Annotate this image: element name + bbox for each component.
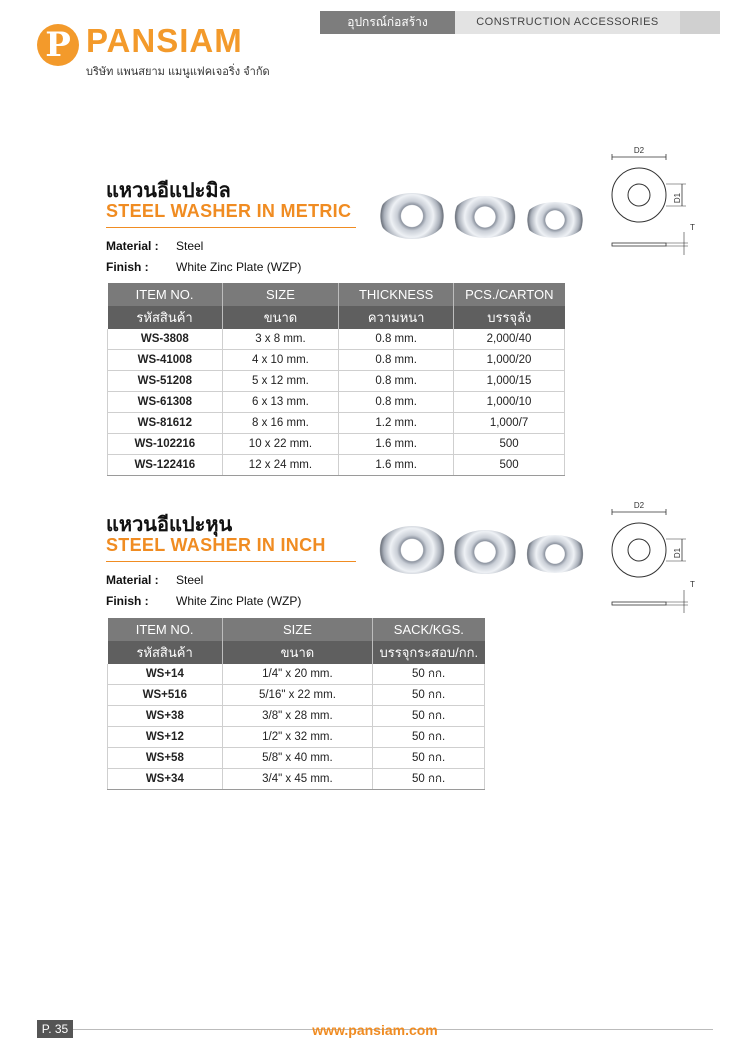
inch-finish-value: White Zinc Plate (WZP) <box>176 594 302 608</box>
pcs-carton: 500 <box>454 455 565 476</box>
metric-title-underline <box>106 227 356 228</box>
pcs-carton: 1,000/15 <box>454 371 565 392</box>
table-row <box>108 329 565 350</box>
metric-col-size: SIZE <box>222 283 339 306</box>
metric-col-thickness: THICKNESS <box>339 283 454 306</box>
table-row <box>108 413 565 434</box>
table-row <box>108 434 565 455</box>
metric-diagram-d1-label: D1 <box>673 192 682 204</box>
item-no: WS+58 <box>108 748 223 769</box>
metric-diagram-d2-label: D2 <box>633 146 645 155</box>
washer-small-image <box>524 202 586 238</box>
inch-spec-table <box>107 618 485 790</box>
sack-kgs: 50 กก. <box>373 685 485 706</box>
table-row <box>108 685 485 706</box>
table-row <box>108 727 485 748</box>
metric-material-label: Material : <box>106 239 159 253</box>
brand-name: PANSIAM <box>86 22 243 59</box>
table-row <box>108 455 565 476</box>
washer-small-image <box>524 535 586 573</box>
thickness: 1.6 mm. <box>339 434 454 455</box>
washer-large-image <box>378 193 446 239</box>
size: 1/2" x 32 mm. <box>222 727 372 748</box>
thickness: 1.2 mm. <box>339 413 454 434</box>
item-no: WS+516 <box>108 685 223 706</box>
category-thai: อุปกรณ์ก่อสร้าง <box>320 11 455 34</box>
washer-medium-image <box>452 530 518 574</box>
size: 3 x 8 mm. <box>222 329 339 350</box>
inch-diagram-d2-label: D2 <box>633 501 645 510</box>
metric-finish-value: White Zinc Plate (WZP) <box>176 260 302 274</box>
size: 8 x 16 mm. <box>222 413 339 434</box>
item-no: WS-41008 <box>108 350 223 371</box>
size: 5/16" x 22 mm. <box>222 685 372 706</box>
size: 5/8" x 40 mm. <box>222 748 372 769</box>
item-no: WS-61308 <box>108 392 223 413</box>
inch-col-size-thai: ขนาด <box>222 641 372 664</box>
table-row <box>108 350 565 371</box>
size: 5 x 12 mm. <box>222 371 339 392</box>
item-no: WS+12 <box>108 727 223 748</box>
header-bar-end <box>680 11 720 34</box>
item-no: WS+14 <box>108 664 223 685</box>
size: 6 x 13 mm. <box>222 392 339 413</box>
pcs-carton: 500 <box>454 434 565 455</box>
logo-letter: P <box>45 25 71 65</box>
table-row <box>108 664 485 685</box>
inch-title-english: STEEL WASHER IN INCH <box>106 535 326 555</box>
pcs-carton: 2,000/40 <box>454 329 565 350</box>
website-link[interactable]: www.pansiam.com <box>312 1022 438 1038</box>
metric-header-row <box>108 283 565 306</box>
item-no: WS+34 <box>108 769 223 790</box>
metric-col-pcs: PCS./CARTON <box>454 283 565 306</box>
metric-finish-label: Finish : <box>106 260 149 274</box>
inch-col-size: SIZE <box>222 618 372 641</box>
pcs-carton: 1,000/7 <box>454 413 565 434</box>
inch-diagram-t-label: T <box>690 580 695 589</box>
pcs-carton: 1,000/10 <box>454 392 565 413</box>
item-no: WS-51208 <box>108 371 223 392</box>
item-no: WS-102216 <box>108 434 223 455</box>
sack-kgs: 50 กก. <box>373 727 485 748</box>
sack-kgs: 50 กก. <box>373 748 485 769</box>
metric-col-pcs-thai: บรรจุลัง <box>454 306 565 329</box>
inch-washer-diagram <box>600 495 700 615</box>
metric-col-size-thai: ขนาด <box>222 306 339 329</box>
metric-title-english: STEEL WASHER IN METRIC <box>106 201 352 221</box>
inch-col-item: ITEM NO. <box>108 618 223 641</box>
inch-col-sack-thai: บรรจุกระสอบ/กก. <box>373 641 485 664</box>
metric-header-row-thai <box>108 306 565 329</box>
inch-title-thai: แหวนอีแปะหุน <box>106 514 233 536</box>
thickness: 1.6 mm. <box>339 455 454 476</box>
washer-medium-image <box>452 196 518 238</box>
sack-kgs: 50 กก. <box>373 664 485 685</box>
thickness: 0.8 mm. <box>339 329 454 350</box>
category-english: CONSTRUCTION ACCESSORIES <box>455 11 680 34</box>
table-row <box>108 706 485 727</box>
sack-kgs: 50 กก. <box>373 706 485 727</box>
size: 3/4" x 45 mm. <box>222 769 372 790</box>
inch-material-label: Material : <box>106 573 159 587</box>
thickness: 0.8 mm. <box>339 392 454 413</box>
inch-material-value: Steel <box>176 573 204 587</box>
size: 12 x 24 mm. <box>222 455 339 476</box>
inch-header-row-thai <box>108 641 485 664</box>
inch-title-underline <box>106 561 356 562</box>
table-row <box>108 371 565 392</box>
size: 10 x 22 mm. <box>222 434 339 455</box>
metric-col-thickness-thai: ความหนา <box>339 306 454 329</box>
metric-title-thai: แหวนอีแปะมิล <box>106 180 231 202</box>
table-row <box>108 392 565 413</box>
thickness: 0.8 mm. <box>339 350 454 371</box>
item-no: WS-122416 <box>108 455 223 476</box>
inch-diagram-d1-label: D1 <box>673 547 682 559</box>
metric-material-value: Steel <box>176 239 204 253</box>
thickness: 0.8 mm. <box>339 371 454 392</box>
inch-header-row <box>108 618 485 641</box>
washer-large-image <box>378 526 446 574</box>
metric-washer-diagram <box>600 140 700 265</box>
item-no: WS+38 <box>108 706 223 727</box>
metric-col-item: ITEM NO. <box>108 283 223 306</box>
metric-diagram-t-label: T <box>690 223 695 232</box>
size: 1/4" x 20 mm. <box>222 664 372 685</box>
size: 3/8" x 28 mm. <box>222 706 372 727</box>
table-row <box>108 769 485 790</box>
company-name: บริษัท แพนสยาม แมนูแฟคเจอริ่ง จำกัด <box>86 66 270 78</box>
inch-col-sack: SACK/KGS. <box>373 618 485 641</box>
item-no: WS-3808 <box>108 329 223 350</box>
inch-finish-label: Finish : <box>106 594 149 608</box>
table-row <box>108 748 485 769</box>
item-no: WS-81612 <box>108 413 223 434</box>
sack-kgs: 50 กก. <box>373 769 485 790</box>
metric-col-item-thai: รหัสสินค้า <box>108 306 223 329</box>
size: 4 x 10 mm. <box>222 350 339 371</box>
inch-col-item-thai: รหัสสินค้า <box>108 641 223 664</box>
metric-spec-table <box>107 283 565 476</box>
pcs-carton: 1,000/20 <box>454 350 565 371</box>
page-number: P. 35 <box>37 1020 73 1038</box>
